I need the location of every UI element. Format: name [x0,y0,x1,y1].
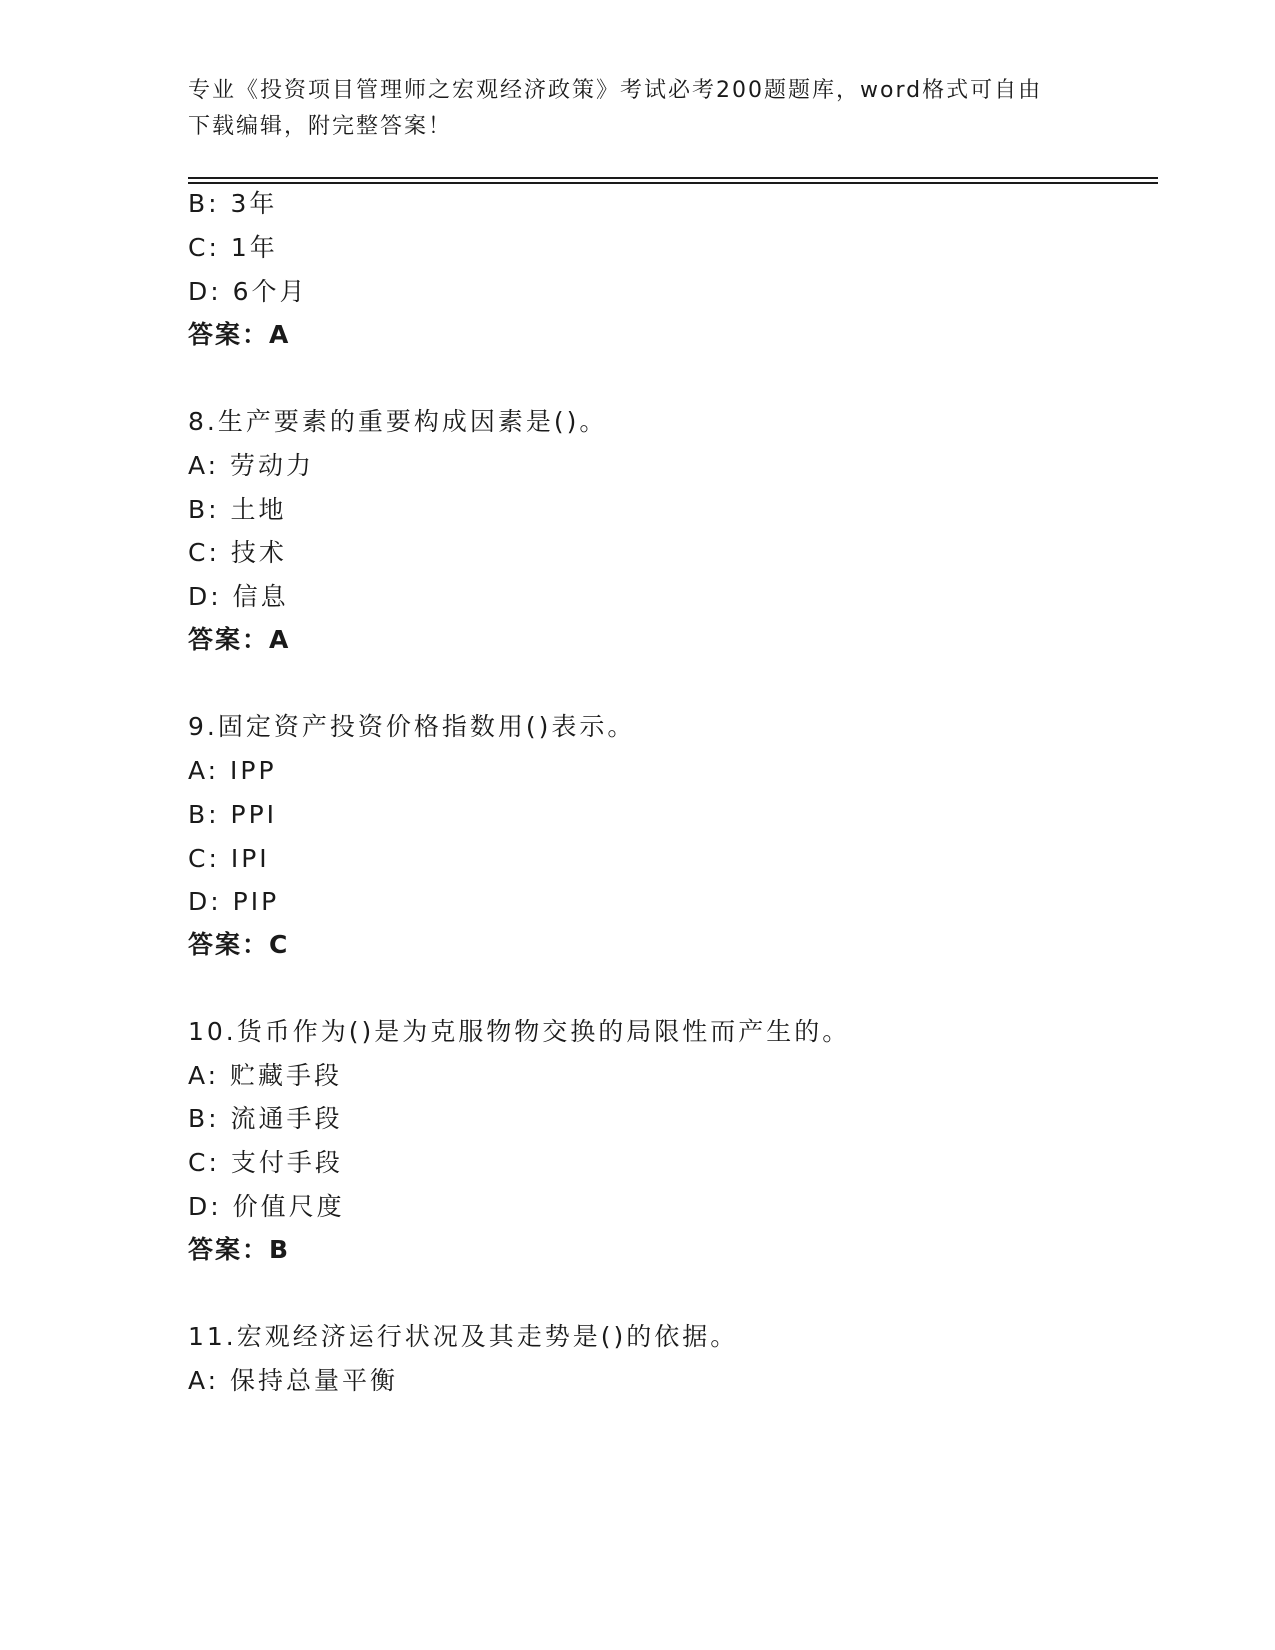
option-q11-a: A: 保持总量平衡 [188,1366,399,1395]
option-q7-c: C: 1年 [188,233,278,262]
header-rule-top [188,177,1158,179]
option-q10-a: A: 贮藏手段 [188,1061,343,1090]
option-q8-d: D: 信息 [188,582,289,611]
answer-q10: 答案：B [188,1235,291,1264]
answer-q7: 答案：A [188,320,291,349]
question-stem-11: 11.宏观经济运行状况及其走势是()的依据。 [188,1322,739,1351]
option-q10-b: B: 流通手段 [188,1104,343,1133]
option-q8-c: C: 技术 [188,538,287,567]
question-stem-8: 8.生产要素的重要构成因素是()。 [188,407,608,436]
document-header [188,73,1088,145]
option-q10-d: D: 价值尺度 [188,1192,345,1221]
option-q9-c: C: IPI [188,844,270,873]
answer-q9: 答案：C [188,930,290,959]
option-q8-a: A: 劳动力 [188,451,315,480]
question-stem-10: 10.货币作为()是为克服物物交换的局限性而产生的。 [188,1017,851,1046]
header-rule-bottom [188,182,1158,184]
option-q9-a: A: IPP [188,756,277,785]
header-line-2: 下载编辑，附完整答案！ [188,114,453,139]
option-q7-d: D: 6个月 [188,277,308,306]
option-q9-b: B: PPI [188,800,278,829]
question-stem-9: 9.固定资产投资价格指数用()表示。 [188,712,636,741]
header-line-1: 专业《投资项目管理师之宏观经济政策》考试必考200题题库，word格式可自由 [188,78,1043,103]
answer-q8: 答案：A [188,625,291,654]
option-q9-d: D: PIP [188,887,280,916]
option-q10-c: C: 支付手段 [188,1148,343,1177]
option-q7-b: B: 3年 [188,189,278,218]
option-q8-b: B: 土地 [188,495,287,524]
